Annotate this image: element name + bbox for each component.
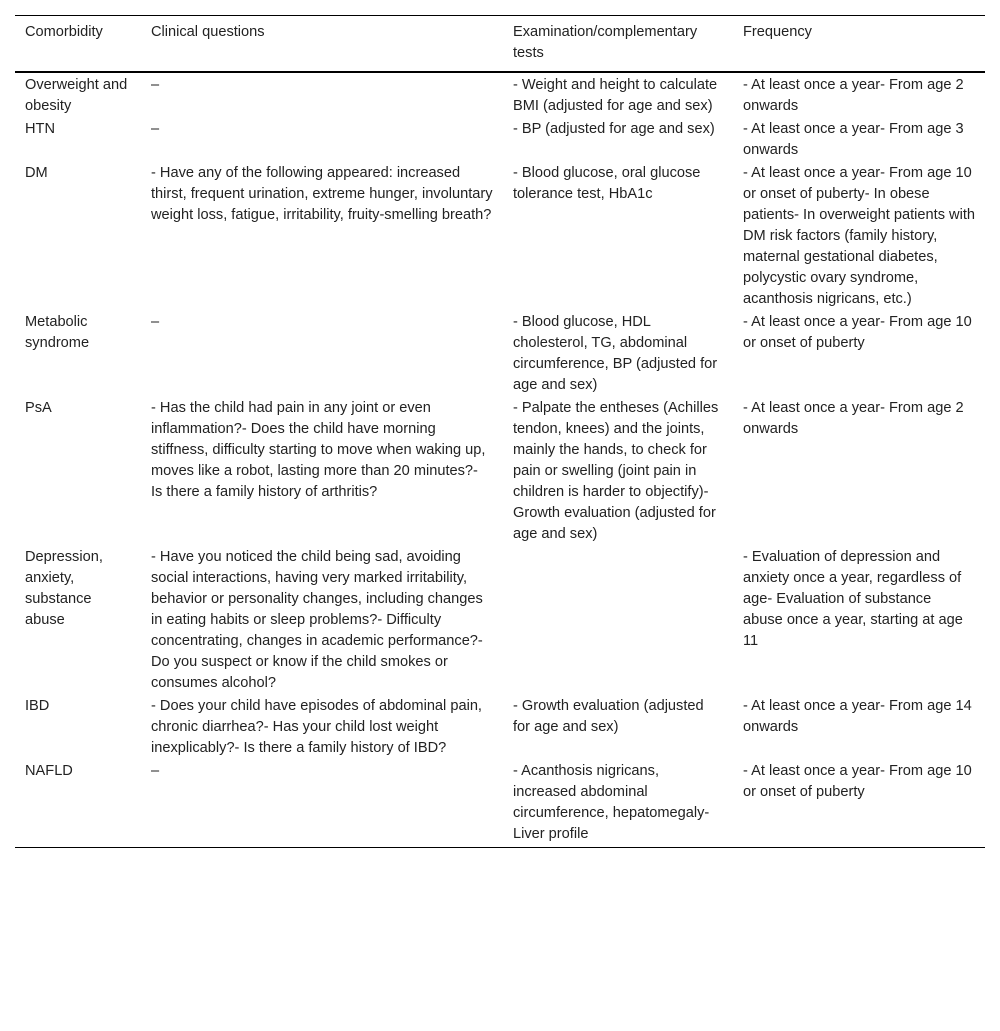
cell-frequency: - At least once a year- From age 3 onwards (743, 121, 964, 158)
cell-tests: - Growth evaluation (adjusted for age and sex) (513, 698, 704, 735)
cell-comorbidity: HTN (25, 121, 55, 137)
cell-comorbidity: DM (25, 165, 48, 181)
cell-frequency: - At least once a year- From age 2 onwards (743, 400, 964, 437)
cell-tests: - Weight and height to calculate BMI (adjusted for age and sex) (513, 77, 718, 114)
cell-tests: - Palpate the entheses (Achilles tendon, knees) and the joints, mainly the hands, to check for pain or swelling (joint pain in children is harder to objectify)- Growth evaluation (adjusted for age and sex) (513, 400, 719, 542)
header-clinical-questions: Clinical questions (141, 16, 503, 73)
header-comorbidity: Comorbidity (15, 16, 141, 73)
cell-tests: - BP (adjusted for age and sex) (513, 121, 715, 137)
header-frequency: Frequency (733, 16, 985, 73)
table-row (15, 72, 985, 118)
cell-comorbidity: IBD (25, 698, 50, 714)
cell-questions: – (151, 77, 160, 93)
cell-questions: – (151, 314, 160, 330)
comorbidity-table-container (15, 15, 985, 848)
cell-comorbidity: Overweight and obesity (25, 77, 128, 114)
cell-questions: - Have you noticed the child being sad, avoiding social interactions, having very marked irritability, behavior or personality changes, including changes in eating habits or sleep problems?- Difficulty concentrating, changes in academic performance?- Do you suspect or know if the child smokes or consumes alcohol? (151, 549, 483, 691)
cell-comorbidity: Metabolic syndrome (25, 314, 90, 351)
cell-questions: - Has the child had pain in any joint or even inflammation?- Does the child have morning stiffness, difficulty starting to move when waking up, moves like a robot, lasting more than 20 minutes?- Is there a family history of arthritis? (151, 400, 486, 500)
cell-tests: - Blood glucose, HDL cholesterol, TG, abdominal circumference, BP (adjusted for age and sex) (513, 314, 718, 393)
table-row (15, 760, 985, 848)
cell-tests: - Acanthosis nigricans, increased abdominal circumference, hepatomegaly- Liver profile (503, 760, 733, 848)
cell-questions: - Have any of the following appeared: increased thirst, frequent urination, extreme hunger, involuntary weight loss, fatigue, irritability, fruity-smelling breath? (151, 165, 493, 223)
cell-frequency: - At least once a year- From age 14 onwards (743, 698, 972, 735)
cell-questions: – (141, 760, 503, 848)
cell-frequency: - At least once a year- From age 2 onwards (743, 77, 964, 114)
table-row (15, 118, 985, 162)
cell-comorbidity: PsA (25, 400, 52, 416)
cell-frequency: - At least once a year- From age 10 or onset of puberty (743, 314, 972, 351)
cell-frequency: - At least once a year- From age 10 or onset of puberty- In obese patients- In overweight patients with DM risk factors (family history, maternal gestational diabetes, polycystic ovary syndrome, acanthosis nigricans, etc.) (743, 165, 976, 307)
table-row (15, 546, 985, 695)
cell-questions: - Does your child have episodes of abdominal pain, chronic diarrhea?- Has your child lost weight inexplicably?- Is there a family history of IBD? (151, 698, 482, 756)
cell-frequency: - Evaluation of depression and anxiety once a year, regardless of age- Evaluation of substance abuse once a year, starting at age 11 (743, 549, 963, 649)
header-examination-tests: Examination/complementary tests (503, 16, 733, 73)
table-row (15, 162, 985, 311)
table-row (15, 695, 985, 760)
cell-tests: - Blood glucose, oral glucose tolerance test, HbA1c (513, 165, 701, 202)
cell-frequency: - At least once a year- From age 10 or onset of puberty (733, 760, 985, 848)
cell-questions: – (151, 121, 160, 137)
comorbidity-screening-table (15, 15, 985, 848)
cell-comorbidity: NAFLD (15, 760, 141, 848)
cell-tests (503, 546, 733, 695)
table-row (15, 397, 985, 546)
table-row (15, 311, 985, 397)
cell-comorbidity: Depression, anxiety, substance abuse (25, 549, 103, 628)
table-header-row (15, 16, 985, 73)
